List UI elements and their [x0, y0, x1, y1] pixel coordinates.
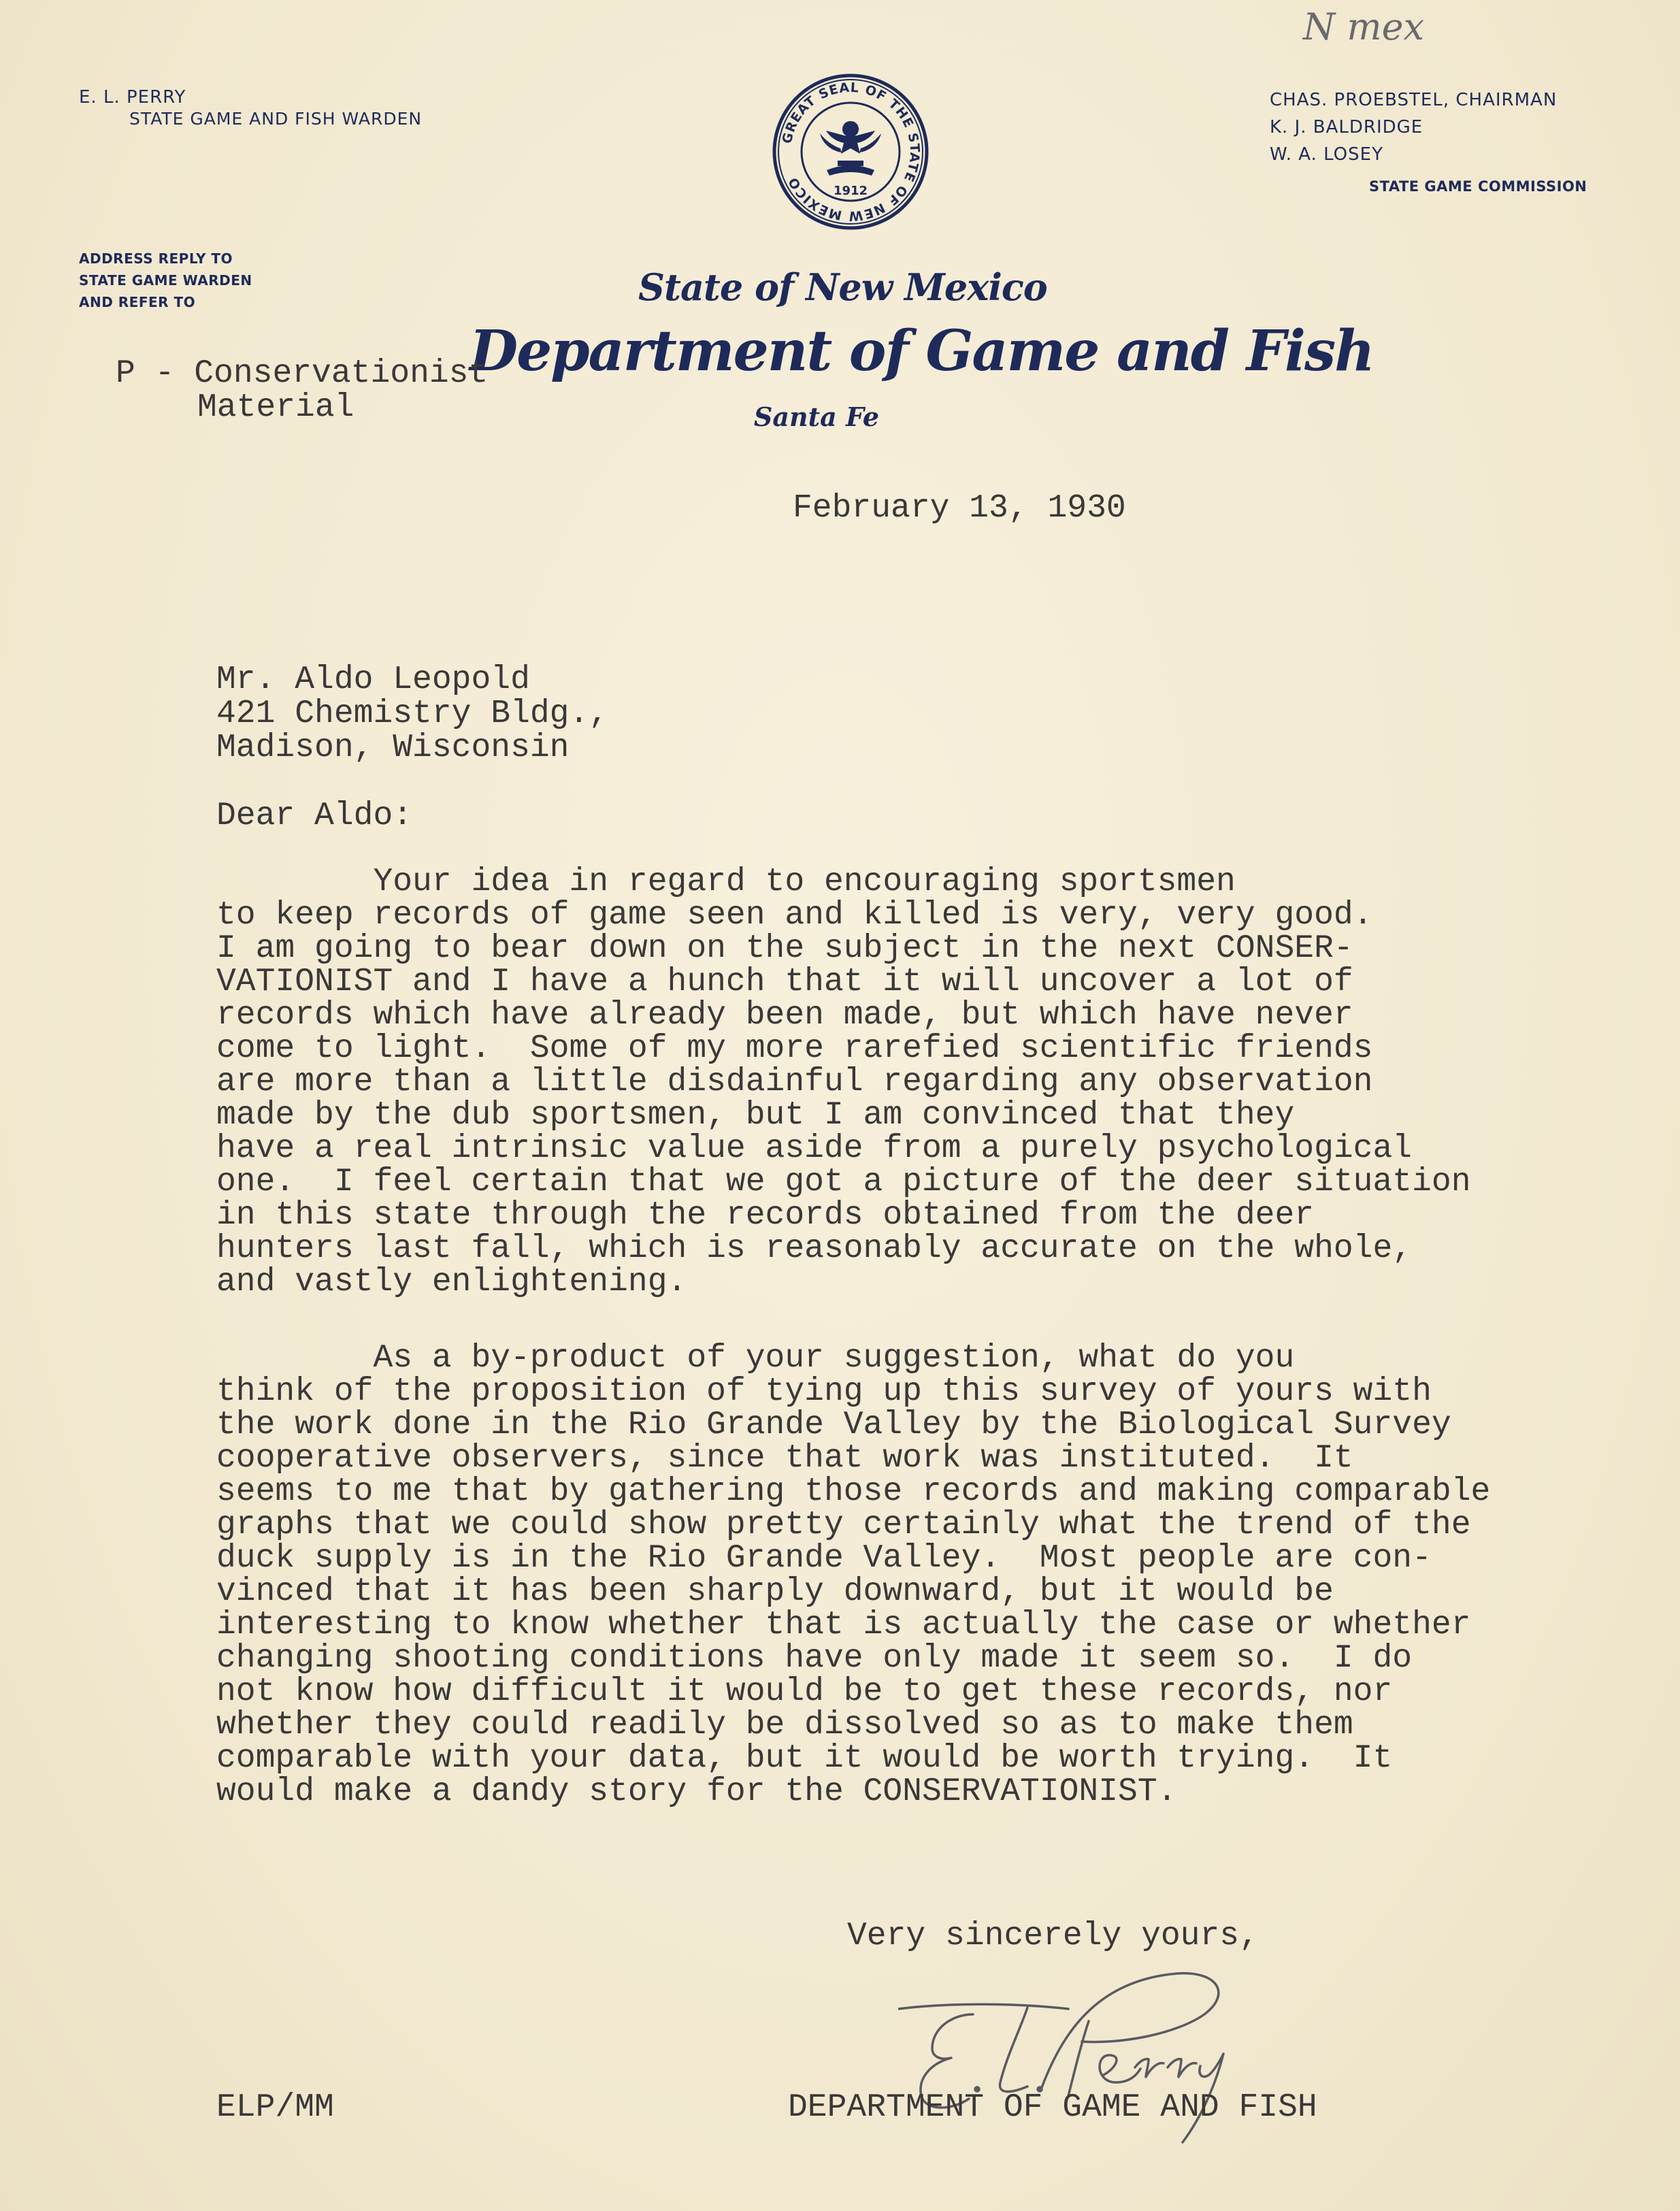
body-line: Your idea in regard to encouraging sportsmen — [216, 864, 1236, 900]
body-line: would make a dandy story for the CONSERVATIONIST. — [216, 1773, 1177, 1810]
body-line: and vastly enlightening. — [216, 1264, 687, 1300]
body-line: one. I feel certain that we got a picture of the deer situation — [216, 1164, 1471, 1200]
typist-initials: ELP/MM — [216, 2089, 334, 2126]
letter-date: February 13, 1930 — [793, 490, 1126, 527]
body-line: come to light. Some of my more rarefied scientific friends — [216, 1030, 1373, 1067]
body-line: records which have already been made, but which have never — [216, 997, 1353, 1034]
seal-year: 1912 — [833, 184, 868, 198]
reference-line: Material — [197, 389, 355, 426]
body-line: vinced that it has been sharply downward, but it would be — [216, 1573, 1334, 1610]
city-heading: Santa Fe — [753, 402, 880, 432]
commission-member: W. A. LOSEY — [1270, 144, 1383, 165]
address-note-line: STATE GAME WARDEN — [79, 272, 252, 289]
handwritten-annotation: N mex — [1303, 5, 1425, 48]
body-line: to keep records of game seen and killed is very, very good. — [216, 897, 1373, 934]
body-line: seems to me that by gathering those records and making comparable — [216, 1473, 1491, 1510]
signer-department: DEPARTMENT OF GAME AND FISH — [788, 2089, 1317, 2126]
body-line: think of the proposition of tying up this survey of yours with — [216, 1373, 1432, 1410]
body-line: in this state through the records obtained from the deer — [216, 1197, 1315, 1234]
warden-name: E. L. PERRY — [79, 87, 186, 108]
state-seal — [772, 73, 929, 230]
address-note-line: AND REFER TO — [79, 294, 196, 310]
body-line: not know how difficult it would be to get these records, nor — [216, 1673, 1393, 1710]
address-note-line: ADDRESS REPLY TO — [79, 250, 233, 267]
salutation: Dear Aldo: — [216, 798, 413, 834]
body-line: VATIONIST and I have a hunch that it will uncover a lot of — [216, 964, 1353, 1000]
closing: Very sincerely yours, — [847, 1918, 1259, 1954]
commission-member: K. J. BALDRIDGE — [1270, 117, 1423, 137]
body-line: are more than a little disdainful regarding any observation — [216, 1064, 1373, 1100]
warden-title: STATE GAME AND FISH WARDEN — [129, 109, 423, 129]
recipient-line: 421 Chemistry Bldg., — [216, 695, 609, 732]
seal-text: GREAT SEAL OF THE STATE OF NEW MEXICO — [779, 80, 923, 224]
body-line: the work done in the Rio Grande Valley by the Biological Survey — [216, 1407, 1451, 1443]
handwritten-signature — [898, 1967, 1279, 2164]
reference-line: P - Conservationist — [116, 355, 489, 392]
body-line: whether they could readily be dissolved so as to make them — [216, 1707, 1353, 1743]
body-line: made by the dub sportsmen, but I am convinced that they — [216, 1097, 1295, 1134]
body-line: hunters last fall, which is reasonably accurate on the whole, — [216, 1230, 1413, 1267]
department-heading: Department of Game and Fish — [470, 318, 1374, 384]
body-line: have a real intrinsic value aside from a purely psychological — [216, 1130, 1413, 1167]
body-line: graphs that we could show pretty certainly what the trend of the — [216, 1507, 1471, 1543]
body-line: As a by-product of your suggestion, what do you — [216, 1340, 1295, 1377]
body-line: cooperative observers, since that work was instituted. It — [216, 1440, 1353, 1477]
state-heading: State of New Mexico — [638, 265, 1047, 309]
recipient-line: Madison, Wisconsin — [216, 730, 570, 766]
body-line: changing shooting conditions have only made it seem so. I do — [216, 1640, 1413, 1677]
body-line: interesting to know whether that is actually the case or whether — [216, 1607, 1471, 1643]
body-line: I am going to bear down on the subject in the next CONSER- — [216, 930, 1353, 967]
commission-title: STATE GAME COMMISSION — [1369, 178, 1587, 195]
body-line: comparable with your data, but it would be worth trying. It — [216, 1740, 1393, 1777]
body-line: duck supply is in the Rio Grande Valley. Most people are con- — [216, 1540, 1432, 1577]
commission-chairman: CHAS. PROEBSTEL, CHAIRMAN — [1270, 90, 1558, 110]
recipient-line: Mr. Aldo Leopold — [216, 661, 530, 698]
